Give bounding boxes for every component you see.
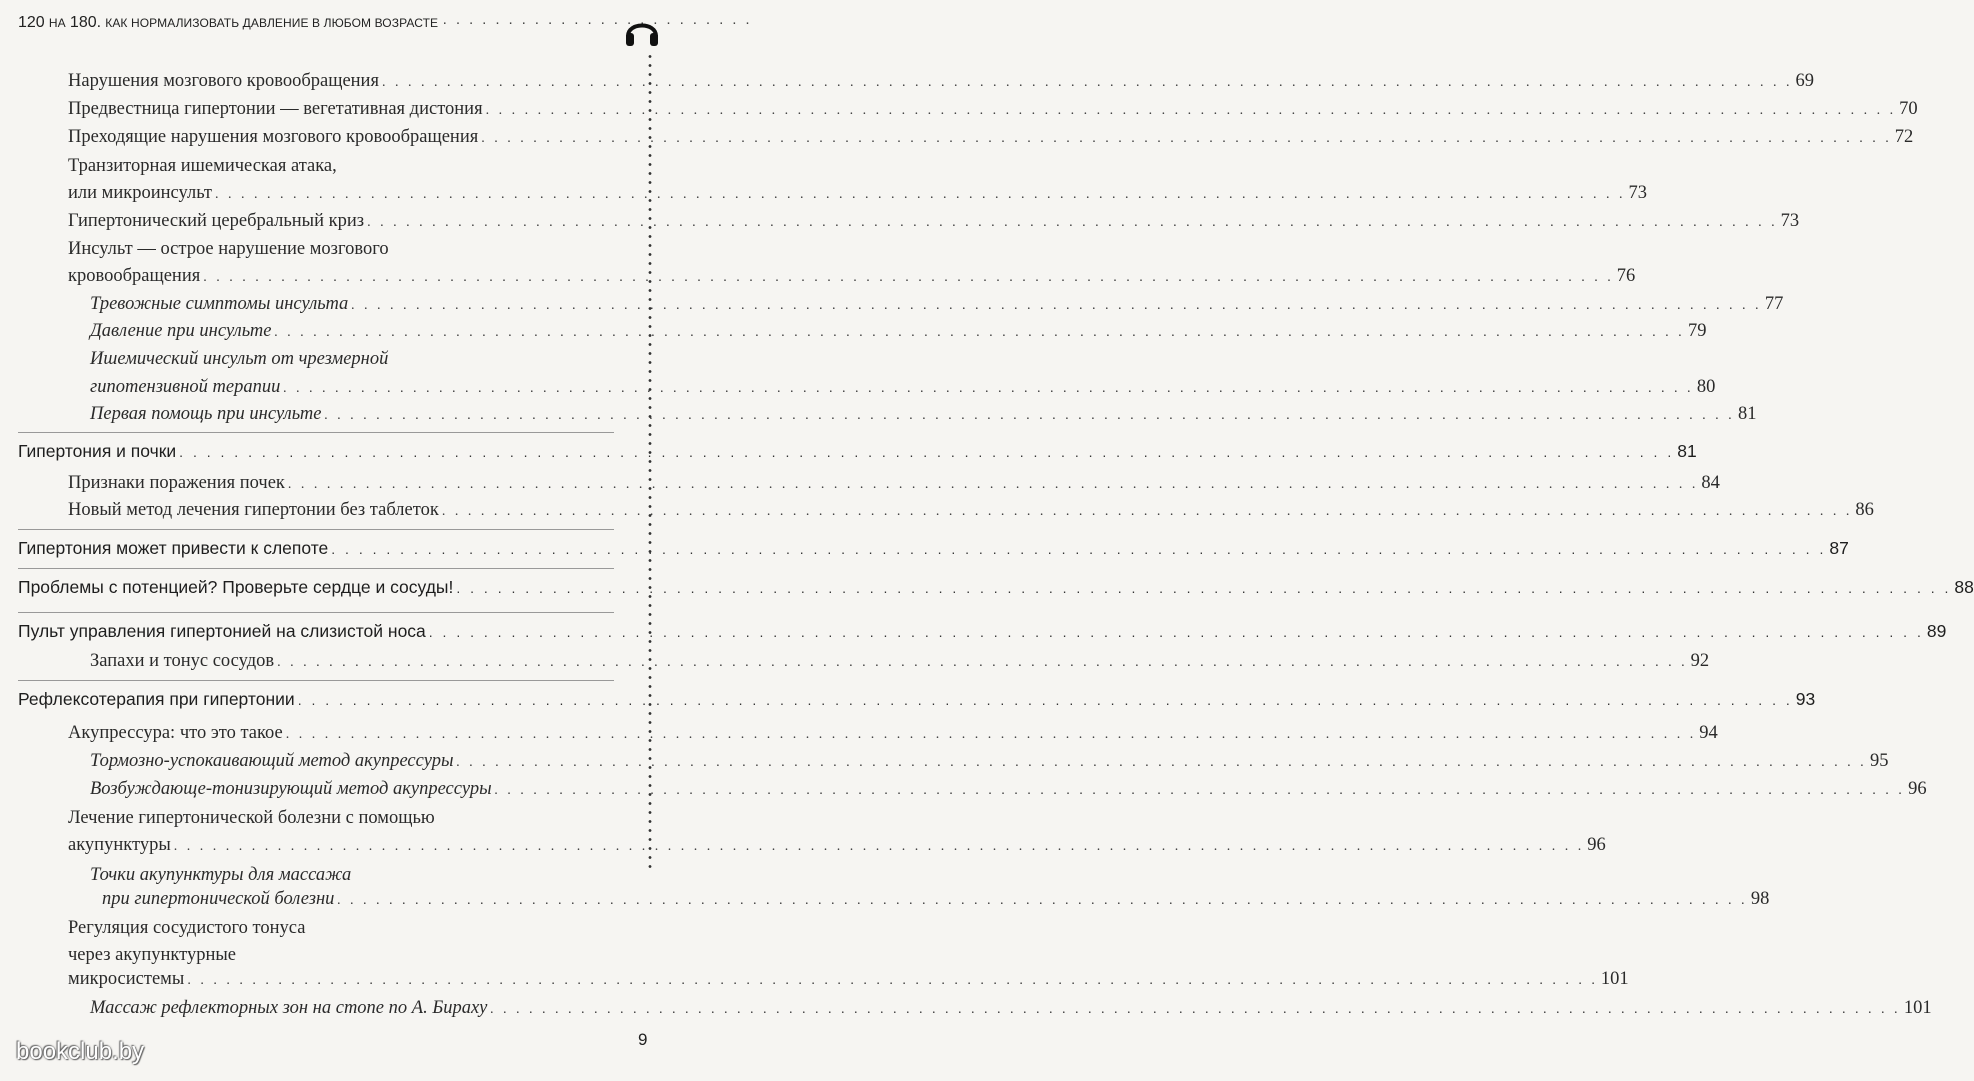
toc-subentry[interactable] xyxy=(90,401,1757,429)
toc-leader xyxy=(490,996,1901,1023)
toc-entry-title: гипотензивной терапии xyxy=(90,377,281,397)
toc-entry-page: 73 xyxy=(1628,183,1648,203)
toc-entry-title: или микроинсульт xyxy=(68,183,213,203)
toc-entry-title: Акупрессура: что это такое xyxy=(68,723,283,743)
toc-leader xyxy=(486,97,1897,124)
toc-entry-page: 96 xyxy=(1587,835,1606,855)
toc-entry-page: 94 xyxy=(1699,723,1718,743)
toc-entry[interactable] xyxy=(68,68,1814,96)
toc-entry-page: 70 xyxy=(1899,99,1918,119)
section-divider xyxy=(18,568,614,569)
toc-entry-page: 87 xyxy=(1829,538,1849,558)
toc-entry-page: 89 xyxy=(1926,621,1947,641)
toc-entry[interactable] xyxy=(68,720,1718,748)
toc-entry-page: 73 xyxy=(1780,211,1800,231)
toc-leader xyxy=(298,687,1793,714)
toc-entry-title: Массаж рефлекторных зон на стопе по А. Бираху xyxy=(90,998,488,1018)
toc-subentry[interactable] xyxy=(90,776,1927,804)
toc-entry-page: 76 xyxy=(1616,266,1636,286)
toc-subentry[interactable] xyxy=(90,318,1707,346)
toc-entry-title: акупунктуры xyxy=(68,835,171,855)
toc-leader xyxy=(324,402,1735,429)
toc-subentry[interactable] xyxy=(90,995,1932,1023)
toc-leader xyxy=(456,575,1951,602)
toc-entry-title-line1: Регуляция сосудистого тонуса xyxy=(68,918,306,938)
toc-entry-page: 96 xyxy=(1908,779,1927,799)
toc-entry-title: Тормозно-успокаивающий метод акупрессуры xyxy=(90,751,454,771)
toc-leader xyxy=(187,967,1598,994)
toc-subentry[interactable] xyxy=(102,886,1770,914)
toc-entry-page: 84 xyxy=(1701,473,1720,493)
header-leader-dots: · · · · · · · · · · · · · · · · · · · · · · · · xyxy=(442,14,753,31)
toc-leader xyxy=(367,209,1778,236)
toc-leader xyxy=(337,887,1748,914)
toc-leader xyxy=(286,721,1697,748)
toc-entry-title-line1: Точки акупунктуры для массажа xyxy=(90,865,352,885)
toc-entry-title: Тревожные симптомы инсульта xyxy=(90,294,349,314)
toc-entry-title: Первая помощь при инсульте xyxy=(90,404,322,424)
toc-entry-title: Признаки поражения почек xyxy=(68,473,285,493)
toc-section[interactable] xyxy=(18,438,1697,466)
toc-entry[interactable] xyxy=(68,470,1720,498)
toc-entry-title-line1: Лечение гипертонической болезни с помощью xyxy=(68,808,435,828)
toc-leader xyxy=(288,471,1699,498)
toc-leader xyxy=(351,292,1762,319)
toc-entry-title: микросистемы xyxy=(68,969,185,989)
toc-entry[interactable] xyxy=(68,96,1918,124)
toc-entry-page: 92 xyxy=(1690,651,1710,671)
toc-entry[interactable] xyxy=(90,648,1710,676)
toc-entry-page: 79 xyxy=(1687,321,1707,341)
toc-leader xyxy=(203,264,1614,291)
toc-leader xyxy=(442,498,1853,525)
header-page-range-end: 180. xyxy=(69,14,102,31)
toc-entry-title: Новый метод лечения гипертонии без таблеток xyxy=(68,500,439,520)
toc-entry-page: 93 xyxy=(1795,689,1816,709)
toc-entry-title: Возбуждающе-тонизирующий метод акупрессуры xyxy=(90,779,492,799)
header-book-title: КАК НОРМАЛИЗОВАТЬ ДАВЛЕНИЕ В ЛЮБОМ ВОЗРАСТЕ xyxy=(105,16,439,30)
toc-entry-page: 77 xyxy=(1764,294,1784,314)
toc-entry-page: 72 xyxy=(1894,127,1914,147)
section-divider xyxy=(18,612,614,613)
toc-subentry[interactable] xyxy=(90,291,1784,319)
toc-entry-title: Запахи и тонус сосудов xyxy=(90,651,275,671)
toc-section[interactable] xyxy=(18,535,1849,563)
toc-entry-page: 88 xyxy=(1954,577,1974,597)
toc-entry[interactable] xyxy=(68,208,1800,236)
toc-leader xyxy=(331,536,1826,563)
toc-entry-page: 98 xyxy=(1750,889,1770,909)
toc-leader xyxy=(283,375,1694,402)
toc-leader xyxy=(215,181,1626,208)
toc-entry-page: 69 xyxy=(1795,71,1814,91)
toc-entry[interactable] xyxy=(68,832,1606,860)
toc-entry-page: 80 xyxy=(1696,377,1716,397)
watermark: bookclub.by xyxy=(16,1038,145,1065)
toc-entry-title-line1: Инсульт — острое нарушение мозгового xyxy=(68,239,389,259)
toc-section-title: Проблемы с потенцией? Проверьте сердце и сосуды! xyxy=(18,577,454,597)
toc-leader xyxy=(481,125,1892,152)
section-divider xyxy=(18,432,614,433)
toc-entry[interactable] xyxy=(68,263,1636,291)
toc-leader xyxy=(179,439,1674,466)
page-number: 9 xyxy=(638,1030,648,1049)
section-divider xyxy=(18,680,614,681)
toc-entry-title-line1: Ишемический инсульт от чрезмерной xyxy=(90,349,389,369)
toc-section[interactable] xyxy=(18,574,1974,602)
toc-leader xyxy=(456,749,1867,776)
toc-subentry[interactable] xyxy=(90,374,1716,402)
toc-entry-title: Давление при инсульте xyxy=(90,321,272,341)
toc-entry-title: Нарушения мозгового кровообращения xyxy=(68,71,379,91)
toc-entry-page: 101 xyxy=(1903,998,1932,1018)
toc-entry-title-line2: через акупунктурные xyxy=(68,945,236,965)
toc-entry-page: 101 xyxy=(1600,969,1629,989)
toc-section-title: Гипертония может привести к слепоте xyxy=(18,538,329,558)
toc-leader xyxy=(274,319,1685,346)
toc-subentry[interactable] xyxy=(90,748,1889,776)
toc-entry-page: 86 xyxy=(1855,500,1874,520)
toc-entry-page: 95 xyxy=(1869,751,1889,771)
toc-entry-title-line1: Транзиторная ишемическая атака, xyxy=(68,156,337,176)
toc-leader xyxy=(174,833,1585,860)
toc-section-title: Гипертония и почки xyxy=(18,441,177,461)
toc-section-title: Рефлексотерапия при гипертонии xyxy=(18,689,295,709)
toc-entry[interactable] xyxy=(68,497,1874,525)
toc-leader xyxy=(495,777,1906,804)
header-mid: НА xyxy=(48,16,66,30)
toc-entry[interactable] xyxy=(68,180,1648,208)
toc-leader xyxy=(382,69,1793,96)
toc-entry-page: 81 xyxy=(1677,441,1697,461)
toc-section[interactable] xyxy=(18,686,1816,714)
header-page-range-start: 120 xyxy=(18,14,45,31)
toc-section[interactable] xyxy=(18,618,1947,646)
toc-entry-title: Преходящие нарушения мозгового кровообращения xyxy=(68,127,479,147)
toc-entry-title: Гипертонический церебральный криз xyxy=(68,211,365,231)
toc-leader xyxy=(277,649,1688,676)
toc-entry[interactable] xyxy=(68,966,1629,994)
toc-leader xyxy=(429,619,1924,646)
toc-entry-title: при гипертонической болезни xyxy=(102,889,335,909)
toc-entry-title: кровообращения xyxy=(68,266,201,286)
toc-entry-page: 81 xyxy=(1737,404,1757,424)
section-divider xyxy=(18,529,614,530)
toc-entry[interactable] xyxy=(68,124,1914,152)
toc-section-title: Пульт управления гипертонией на слизистой носа xyxy=(18,621,426,641)
toc-entry-title: Предвестница гипертонии — вегетативная дистония xyxy=(68,99,483,119)
